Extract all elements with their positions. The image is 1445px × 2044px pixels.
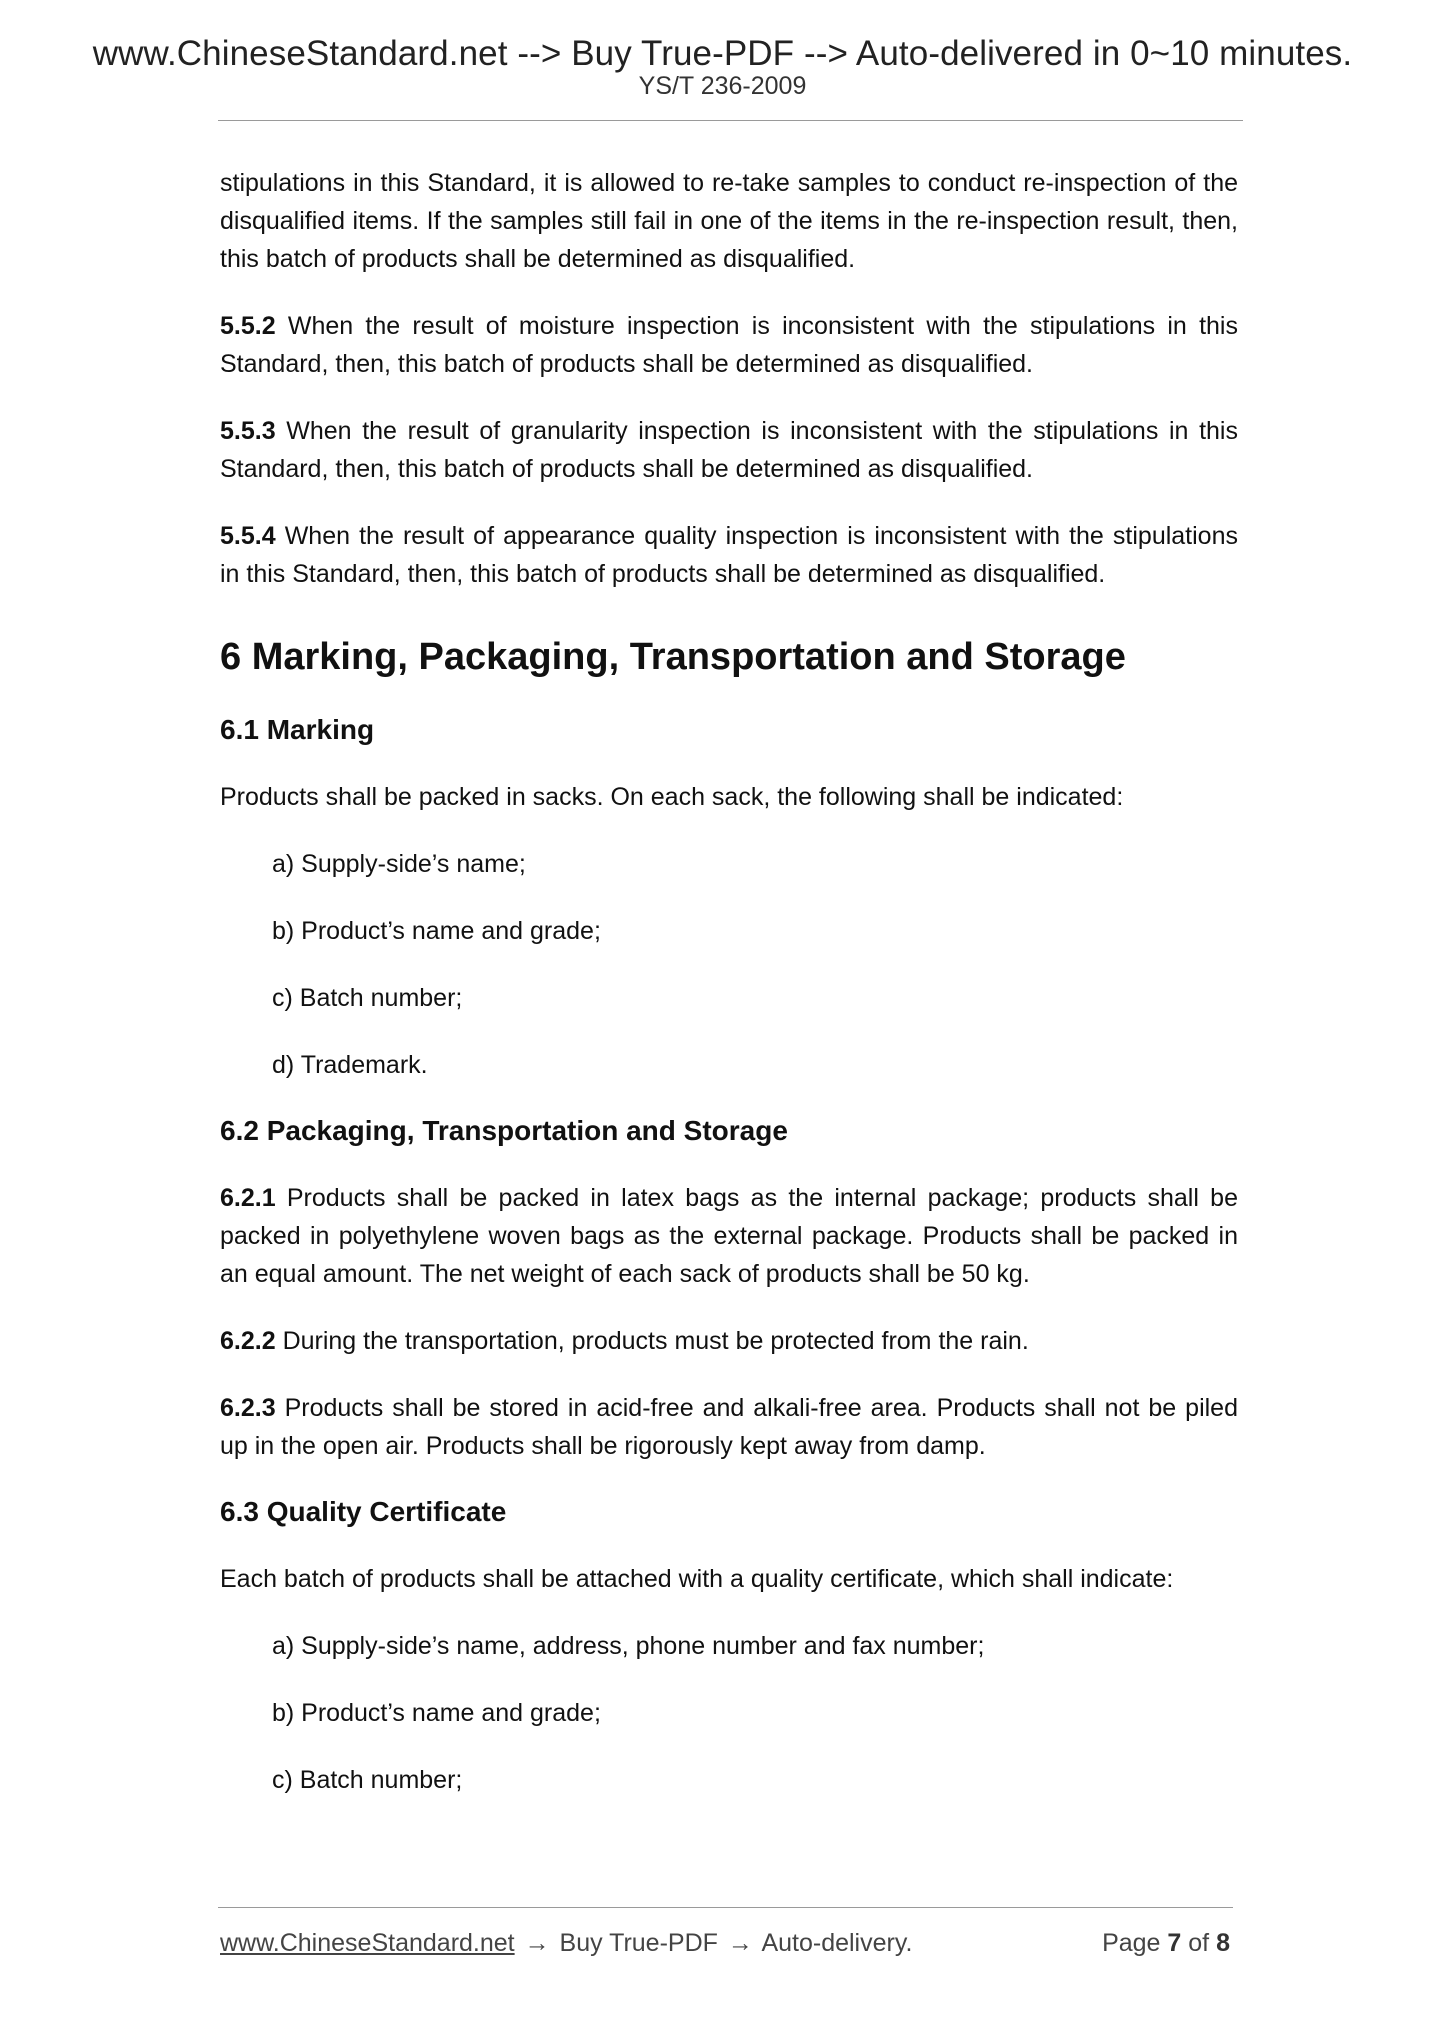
clause-6-2-1 xyxy=(220,1179,1238,1293)
buy-text: Buy True-PDF xyxy=(559,1929,718,1957)
delivery-text: Auto-delivery. xyxy=(761,1929,913,1957)
clause-number: 5.5.3 xyxy=(220,417,276,445)
clause-text: During the transportation, products must be protected from the rain. xyxy=(282,1327,1029,1355)
section-6-3-heading: 6.3 Quality Certificate xyxy=(220,1496,507,1527)
site-link[interactable]: www.ChineseStandard.net xyxy=(220,1929,515,1957)
clause-text: When the result of appearance quality inspection is inconsistent with the stipulations in this Standard, then, this batch of products shall be determined as disqualified. xyxy=(220,522,1238,588)
clause-number: 6.2.2 xyxy=(220,1327,276,1355)
total-pages: 8 xyxy=(1216,1929,1230,1957)
site-banner: www.ChineseStandard.net --> Buy True-PDF --> Auto-delivered in 0~10 minutes. xyxy=(92,34,1353,73)
certificate-lead: Each batch of products shall be attached with a quality certificate, which shall indicate: xyxy=(220,1565,1174,1593)
list-item: d) Trademark. xyxy=(272,1051,428,1079)
clause-text: Products shall be stored in acid-free and alkali-free area. Products shall not be piled up in the open air. Products shall be rigorously kept away from damp. xyxy=(220,1394,1238,1460)
clause-6-2-2 xyxy=(220,1322,1238,1360)
section-6-heading: 6 Marking, Packaging, Transportation and Storage xyxy=(220,636,1126,678)
page-label: Page xyxy=(1102,1929,1161,1957)
list-item: b) Product’s name and grade; xyxy=(272,917,601,945)
clause-text: When the result of granularity inspection is inconsistent with the stipulations in this Standard, then, this batch of products shall be determined as disqualified. xyxy=(220,417,1238,483)
clause-text: When the result of moisture inspection is inconsistent with the stipulations in this Standard, then, this batch of products shall be determined as disqualified. xyxy=(220,312,1238,378)
list-item: c) Batch number; xyxy=(272,1766,463,1794)
clause-text: Products shall be packed in latex bags as the internal package; products shall be packed in polyethylene woven bags as the external package. Products shall be packed in an equal amount. The net weight of each sack of products shall be 50 kg. xyxy=(220,1184,1238,1288)
clause-5-5-2 xyxy=(220,307,1238,383)
footer-divider xyxy=(218,1907,1233,1908)
list-item: b) Product’s name and grade; xyxy=(272,1699,601,1727)
clause-number: 6.2.3 xyxy=(220,1394,276,1422)
marking-lead: Products shall be packed in sacks. On each sack, the following shall be indicated: xyxy=(220,783,1124,811)
clause-number: 6.2.1 xyxy=(220,1184,276,1212)
clause-number: 5.5.4 xyxy=(220,522,276,550)
section-6-1-heading: 6.1 Marking xyxy=(220,714,375,745)
section-6-2-heading: 6.2 Packaging, Transportation and Storage xyxy=(220,1115,788,1146)
page-content xyxy=(220,164,1238,1828)
list-item: a) Supply-side’s name; xyxy=(272,850,526,878)
arrow-right-icon: → xyxy=(524,1929,550,1957)
page-indicator xyxy=(1102,1926,1230,1960)
of-label: of xyxy=(1188,1929,1210,1957)
header-divider xyxy=(218,120,1243,121)
arrow-right-icon: → xyxy=(727,1929,753,1957)
current-page: 7 xyxy=(1167,1929,1182,1957)
clause-6-2-3 xyxy=(220,1389,1238,1465)
list-item: c) Batch number; xyxy=(272,984,463,1012)
list-item: a) Supply-side’s name, address, phone number and fax number; xyxy=(272,1632,985,1660)
page-footer xyxy=(220,1926,1230,1960)
continuation-paragraph: stipulations in this Standard, it is allowed to re-take samples to conduct re-inspection of the disqualified items. If the samples still fail in one of the items in the re-inspection result, then, this batch of products shall be determined as disqualified. xyxy=(220,169,1238,273)
document-code: YS/T 236-2009 xyxy=(638,72,807,100)
clause-number: 5.5.2 xyxy=(220,312,276,340)
clause-5-5-4 xyxy=(220,517,1238,593)
clause-5-5-3 xyxy=(220,412,1238,488)
